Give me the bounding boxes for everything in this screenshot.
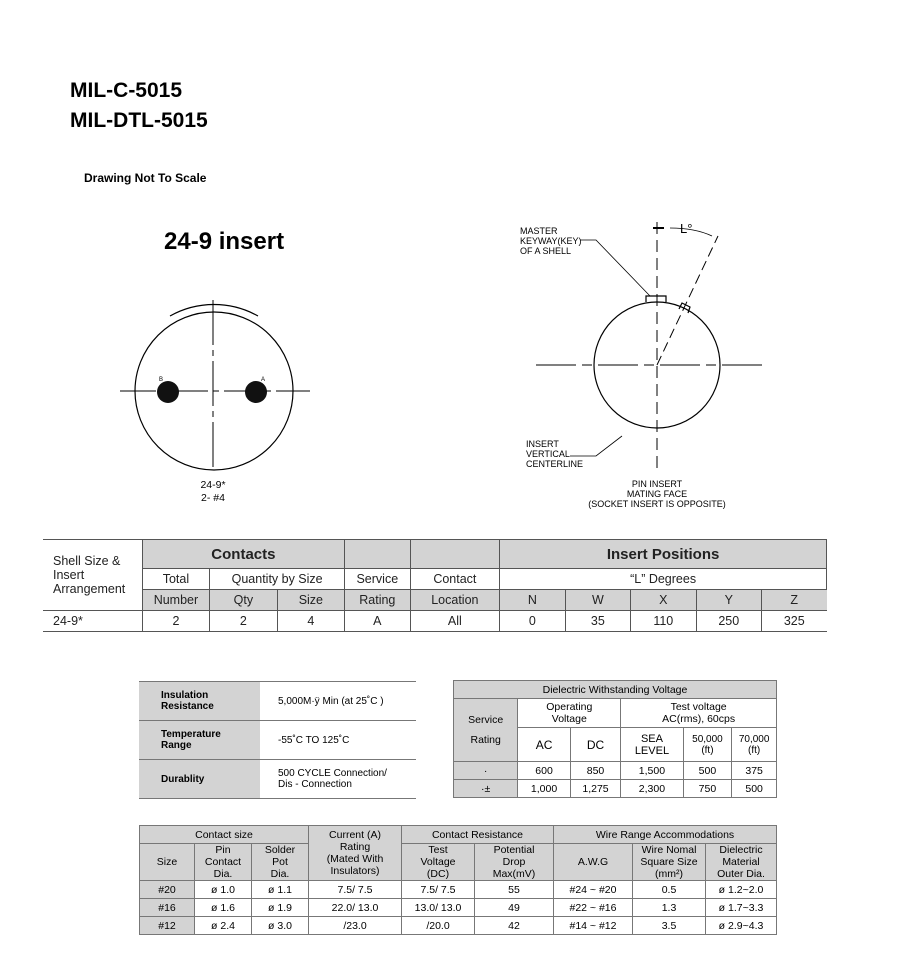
shell-size-header: Shell Size & Insert Arrangement (43, 540, 142, 611)
face-label-line2: MATING FACE (626, 489, 688, 499)
qty-header: Qty (210, 590, 277, 611)
service-header: Service (345, 569, 410, 590)
wire-accommodation-table: Contact size Current (A) Rating (Mated With Insulators) Contact Resistance Wire Range Accommodations Size Pin Contact Dia. Solder Pot Dia. Test Voltage (DC) Potential Drop Max(mV) A.W.G Wire Nomal Square Size (mm²) Dielectric Material Outer Dia. #20 ø 1.0 ø 1.1 7.5/ 7.5 7.5/ 7.5 55 #24 ~ #20 0.5 ø 1.2~2.0 #16 ø 1.6 ø 1.9 22.0/ 13.0 13.0/ 13.0 49 #22 ~ #16 1.3 ø 1.7~3.3 #12 ø 2.4 ø 3.0 /23.0 /20.0 42 #14 ~ #12 3.5 ø 2.9~4.3 (139, 825, 777, 935)
table-row: #20 ø 1.0 ø 1.1 7.5/ 7.5 7.5/ 7.5 55 #24 ~ #20 0.5 ø 1.2~2.0 (140, 881, 777, 899)
keyway-arc (170, 305, 258, 316)
centerline-label-line3: CENTERLINE (526, 459, 584, 469)
keyway-label-line2: KEYWAY(KEY) (520, 236, 582, 246)
keyway-label-line1: MASTER (520, 226, 558, 236)
rating-header: Rating (345, 590, 410, 611)
angle-label: L° (680, 221, 693, 236)
label-b: B (159, 377, 164, 383)
table-row: #12 ø 2.4 ø 3.0 /23.0 /20.0 42 #14 ~ #12 3.5 ø 2.9~4.3 (140, 917, 777, 935)
wire-range-header: Wire Range Accommodations (554, 826, 777, 844)
dielectric-table: Dielectric Withstanding Voltage Service Rating Operating Voltage Test voltage AC(rms), 60cps AC DC SEA LEVEL 50,000 (ft) 70,000 (ft) · 600 850 1,500 500 375 ·± 1,000 1,275 2,300 750 500 (453, 680, 777, 798)
table-row: 24-9* 2 2 4 A All 0 35 110 250 325 (43, 611, 827, 632)
service-rating-header: Service Rating (454, 699, 518, 762)
contact-resistance-header: Contact Resistance (402, 826, 554, 844)
contacts-table (43, 539, 827, 632)
position-w: W (565, 590, 630, 611)
master-keyway (646, 296, 666, 302)
position-y: Y (696, 590, 761, 611)
properties-table (139, 681, 416, 799)
current-rating-header: Current (A) Rating (Mated With Insulators) (309, 826, 402, 881)
page-title-line2: MIL-DTL-5015 (70, 109, 208, 132)
contact-a (245, 381, 267, 403)
table-row: Durablity 500 CYCLE Connection/ Dis - Connection (139, 760, 416, 799)
contact-size-header: Contact size (140, 826, 309, 844)
page-title-line1: MIL-C-5015 (70, 79, 183, 102)
operating-voltage-header: Operating Voltage (518, 699, 621, 728)
contact-header: Contact (410, 569, 500, 590)
size-header: Size (277, 590, 344, 611)
test-voltage-header: Test voltage AC(rms), 60cps (621, 699, 777, 728)
label-a: A (261, 377, 266, 383)
table-row: Temperature Range -55˚C TO 125˚C (139, 721, 416, 760)
centerline-label-line2: VERTICAL (526, 449, 570, 459)
centerline-label-line1: INSERT (526, 439, 559, 449)
dielectric-title: Dielectric Withstanding Voltage (454, 681, 777, 699)
scale-note: Drawing Not To Scale (84, 171, 207, 185)
total-header: Total (142, 569, 209, 590)
table-row: · 600 850 1,500 500 375 (454, 762, 777, 780)
face-label-line3: (SOCKET INSERT IS OPPOSITE) (588, 499, 726, 509)
insert-positions-header: Insert Positions (500, 540, 827, 569)
table-row: ·± 1,000 1,275 2,300 750 500 (454, 780, 777, 798)
caption-line1: 24-9* (200, 479, 226, 491)
caption-line2: 2- #4 (201, 492, 225, 504)
location-header: Location (410, 590, 500, 611)
contacts-header: Contacts (142, 540, 344, 569)
insert-face-diagram (110, 290, 340, 510)
insert-title: 24-9 insert (164, 228, 285, 255)
contact-b (157, 381, 179, 403)
position-x: X (631, 590, 696, 611)
quantity-header: Quantity by Size (210, 569, 345, 590)
keyway-diagram (500, 210, 800, 520)
number-header: Number (142, 590, 209, 611)
table-row: #16 ø 1.6 ø 1.9 22.0/ 13.0 13.0/ 13.0 49 #22 ~ #16 1.3 ø 1.7~3.3 (140, 899, 777, 917)
face-label-line1: PIN INSERT (631, 479, 683, 489)
position-z: Z (761, 590, 826, 611)
keyway-label-line3: OF A SHELL (520, 246, 572, 256)
table-row: Insulation Resistance 5,000M·ÿ Min (at 25˚C ) (139, 682, 416, 721)
position-n: N (500, 590, 565, 611)
l-degrees-header: “L” Degrees (500, 569, 827, 590)
